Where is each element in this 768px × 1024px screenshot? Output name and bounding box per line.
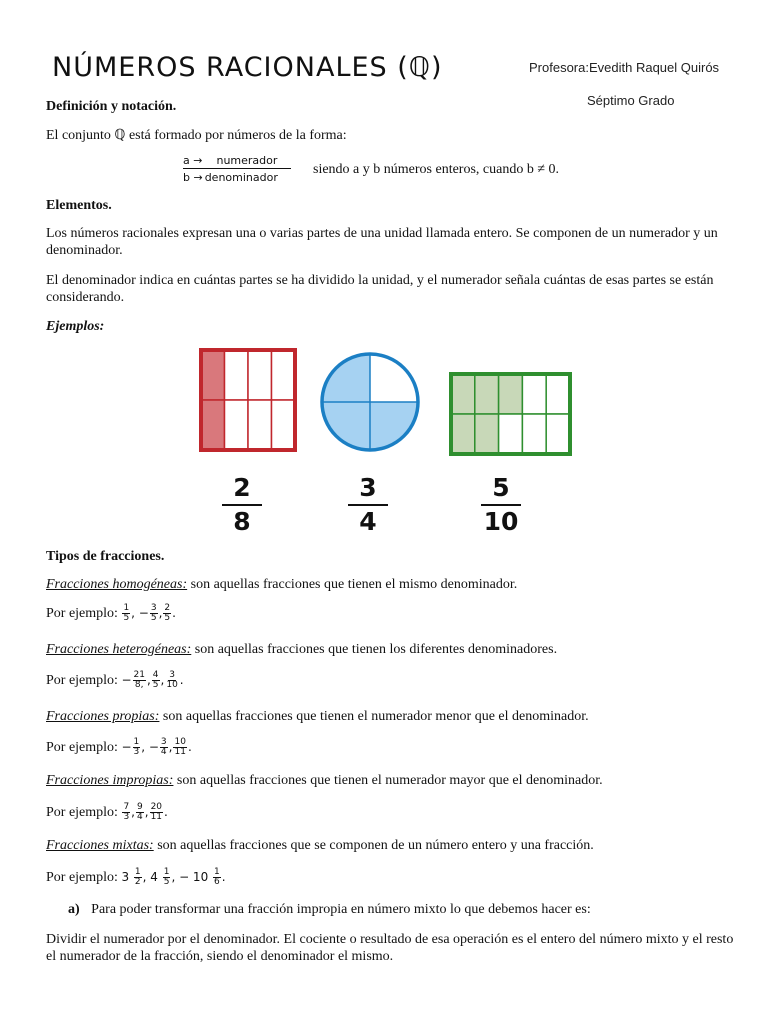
example-separator: , 4 bbox=[142, 870, 162, 884]
types-heading: Tipos de fracciones. bbox=[46, 549, 165, 564]
inline-fraction bbox=[122, 604, 130, 623]
grid-cell bbox=[225, 350, 249, 400]
inline-fraction bbox=[134, 868, 142, 887]
grid-cell bbox=[451, 374, 475, 414]
fraction-denominator: 11 bbox=[150, 812, 163, 822]
grid-cell bbox=[499, 374, 523, 414]
transform-step bbox=[68, 902, 736, 918]
type-name: Fracciones homogéneas: bbox=[46, 577, 188, 592]
fraction-denominator: 4 bbox=[160, 747, 167, 757]
fraction-denominator: 5 bbox=[163, 877, 170, 887]
fraction-numerator: 21 bbox=[133, 670, 145, 680]
example-fractions bbox=[121, 802, 168, 822]
grid-cell bbox=[201, 400, 225, 450]
type-description: son aquellas fracciones que tienen los diferentes denominadores. bbox=[191, 642, 558, 657]
grid-cell bbox=[499, 414, 523, 454]
grid-cell bbox=[522, 374, 546, 414]
fraction-1-numerator: 2 bbox=[233, 473, 251, 502]
denominator-symbol: b → bbox=[183, 170, 203, 184]
inline-fraction bbox=[163, 604, 171, 623]
grid-cell bbox=[546, 374, 570, 414]
grade-label: Séptimo Grado bbox=[587, 93, 675, 108]
fraction-denominator: 5 bbox=[150, 613, 157, 623]
inline-fraction bbox=[150, 803, 163, 822]
example-fractions bbox=[121, 603, 176, 623]
fraction-denominator: 5 bbox=[164, 613, 171, 623]
inline-fraction bbox=[133, 738, 141, 757]
fraction-denominator: 3 bbox=[133, 747, 140, 757]
fraction-2-denominator: 4 bbox=[359, 507, 377, 536]
fraction-numerator: 4 bbox=[152, 670, 159, 680]
circle-three-quarters-figure bbox=[322, 354, 418, 450]
fraction-numerator: 3 bbox=[169, 670, 175, 680]
grid-cell bbox=[451, 414, 475, 454]
example-label: Por ejemplo: bbox=[46, 606, 122, 621]
type-definition-mixed bbox=[46, 837, 736, 854]
example-label: Por ejemplo: bbox=[46, 870, 122, 885]
transform-paragraph: Dividir el numerador por el denominador. El cociente o resultado de esa operación es el entero del número mixto y el resto el numerador de la fracción, siendo el denominador el mismo. bbox=[46, 932, 734, 964]
grid-cell bbox=[201, 350, 225, 400]
grid-cell bbox=[475, 374, 499, 414]
type-name: Fracciones propias: bbox=[46, 709, 160, 724]
fraction-numerator: 10 bbox=[174, 737, 186, 747]
elements-paragraph-2: El denominador indica en cuántas partes se ha dividido la unidad, y el numerador señala cuántas de esas partes se están considerando. bbox=[46, 273, 714, 305]
fraction-denominator: 4 bbox=[137, 812, 143, 822]
example-separator: − bbox=[121, 673, 132, 687]
fraction-label-2 bbox=[348, 474, 388, 536]
transform-text: Para poder transformar una fracción impropia en número mixto lo que debemos hacer es: bbox=[91, 902, 591, 917]
numerator-word: numerador bbox=[216, 153, 278, 167]
example-label: Por ejemplo: bbox=[46, 740, 122, 755]
fraction-denominator: 8, bbox=[134, 680, 144, 690]
fraction-numerator: 1 bbox=[163, 867, 170, 877]
example-separator: , − bbox=[131, 606, 149, 620]
example-separator: , − 10 bbox=[171, 870, 213, 884]
inline-fraction bbox=[122, 803, 130, 822]
inline-fraction bbox=[150, 604, 158, 623]
fraction-label-1 bbox=[222, 474, 262, 536]
fraction-denominator: 2 bbox=[134, 877, 141, 887]
grid-cell bbox=[272, 350, 296, 400]
grid-two-eighths-figure bbox=[201, 350, 295, 450]
example-separator: , bbox=[158, 606, 163, 620]
inline-fraction bbox=[163, 868, 171, 887]
grid-cell bbox=[546, 414, 570, 454]
type-description: son aquellas fracciones que tienen el numerador menor que el denominador. bbox=[159, 709, 589, 724]
fraction-numerator: 1 bbox=[123, 603, 130, 613]
grid-cell bbox=[272, 400, 296, 450]
example-separator: , bbox=[131, 805, 135, 819]
inline-fraction bbox=[136, 803, 144, 822]
grid-cell bbox=[225, 400, 249, 450]
example-separator: . bbox=[172, 606, 176, 620]
definition-fraction bbox=[183, 152, 291, 185]
fraction-numerator: 3 bbox=[160, 737, 167, 747]
inline-fraction bbox=[160, 738, 168, 757]
type-definition-heterogeneous bbox=[46, 641, 736, 658]
grid-five-tenths-figure bbox=[451, 374, 570, 454]
fraction-numerator: 1 bbox=[133, 737, 140, 747]
example-separator: , bbox=[144, 805, 149, 819]
example-fractions bbox=[121, 867, 226, 887]
fraction-denominator: 10 bbox=[166, 680, 178, 690]
fraction-denominator: 3 bbox=[123, 812, 130, 822]
example-separator: , − bbox=[141, 740, 159, 754]
definition-heading: Definición y notación. bbox=[46, 99, 177, 114]
inline-fraction bbox=[165, 671, 178, 690]
fraction-3-numerator: 5 bbox=[492, 473, 510, 502]
fraction-numerator: 3 bbox=[150, 603, 157, 613]
type-example-proper bbox=[46, 738, 736, 757]
denominator-word: denominador bbox=[204, 170, 278, 184]
fraction-figures bbox=[190, 340, 590, 465]
type-description: son aquellas fracciones que tienen el mismo denominador. bbox=[187, 577, 518, 592]
type-definition-homogeneous bbox=[46, 576, 736, 593]
type-name: Fracciones mixtas: bbox=[46, 838, 154, 853]
fraction-numerator: 7 bbox=[123, 802, 130, 812]
numerator-symbol: a → bbox=[183, 153, 203, 167]
inline-fraction bbox=[133, 671, 146, 690]
grid-cell bbox=[248, 400, 272, 450]
elements-heading: Elementos. bbox=[46, 198, 112, 213]
fraction-1-bar bbox=[222, 504, 262, 506]
fraction-2-numerator: 3 bbox=[359, 473, 377, 502]
example-separator: , bbox=[146, 673, 151, 687]
example-separator: 3 bbox=[121, 870, 133, 884]
definition-condition: siendo a y b números enteros, cuando b ≠ 0. bbox=[313, 162, 560, 177]
type-example-improper bbox=[46, 803, 736, 822]
fraction-1-denominator: 8 bbox=[233, 507, 251, 536]
inline-fraction bbox=[152, 671, 160, 690]
example-label: Por ejemplo: bbox=[46, 673, 122, 688]
example-separator: . bbox=[221, 870, 226, 884]
inline-fraction bbox=[173, 738, 186, 757]
fraction-numerator: 1 bbox=[214, 867, 220, 877]
fraction-3-denominator: 10 bbox=[483, 507, 519, 536]
fraction-numerator: 9 bbox=[137, 802, 143, 812]
type-definition-proper bbox=[46, 708, 736, 725]
example-separator: . bbox=[164, 805, 168, 819]
page-title: NÚMEROS RACIONALES (ℚ) bbox=[52, 52, 443, 83]
example-separator: . bbox=[187, 740, 192, 754]
example-fractions bbox=[121, 737, 192, 757]
fraction-numerator: 1 bbox=[134, 867, 141, 877]
fraction-denominator: 6 bbox=[214, 877, 220, 887]
type-name: Fracciones heterogéneas: bbox=[46, 642, 192, 657]
example-separator: . bbox=[179, 673, 184, 687]
fraction-denominator: 5 bbox=[152, 680, 159, 690]
type-description: son aquellas fracciones que se componen de un número entero y una fracción. bbox=[153, 838, 594, 853]
example-label: Por ejemplo: bbox=[46, 805, 122, 820]
fraction-numerator: 20 bbox=[150, 802, 163, 812]
example-separator: , bbox=[168, 740, 173, 754]
type-example-heterogeneous bbox=[46, 671, 736, 690]
definition-intro: El conjunto ℚ está formado por números de la forma: bbox=[46, 128, 347, 143]
type-example-mixed bbox=[46, 868, 736, 887]
type-description: son aquellas fracciones que tienen el numerador mayor que el denominador. bbox=[173, 773, 603, 788]
fraction-2-bar bbox=[348, 504, 388, 506]
list-marker: a) bbox=[68, 902, 80, 917]
elements-paragraph-1: Los números racionales expresan una o varias partes de una unidad llamada entero. Se componen de un numerador y un denominador. bbox=[46, 226, 718, 258]
inline-fraction bbox=[213, 868, 221, 887]
fraction-denominator: 5 bbox=[123, 613, 130, 623]
teacher-name: Profesora:Evedith Raquel Quirós bbox=[529, 60, 720, 75]
fraction-label-3 bbox=[481, 474, 521, 536]
examples-label: Ejemplos: bbox=[46, 319, 105, 334]
type-example-homogeneous bbox=[46, 604, 736, 623]
fraction-denominator: 11 bbox=[174, 747, 186, 757]
example-fractions bbox=[121, 670, 184, 690]
fraction-numerator: 2 bbox=[164, 603, 171, 613]
type-definition-improper bbox=[46, 772, 736, 789]
type-name: Fracciones impropias: bbox=[46, 773, 174, 788]
grid-cell bbox=[522, 414, 546, 454]
grid-cell bbox=[475, 414, 499, 454]
grid-cell bbox=[248, 350, 272, 400]
example-separator: , bbox=[160, 673, 165, 687]
fraction-3-bar bbox=[481, 504, 521, 506]
example-separator: − bbox=[121, 740, 132, 754]
